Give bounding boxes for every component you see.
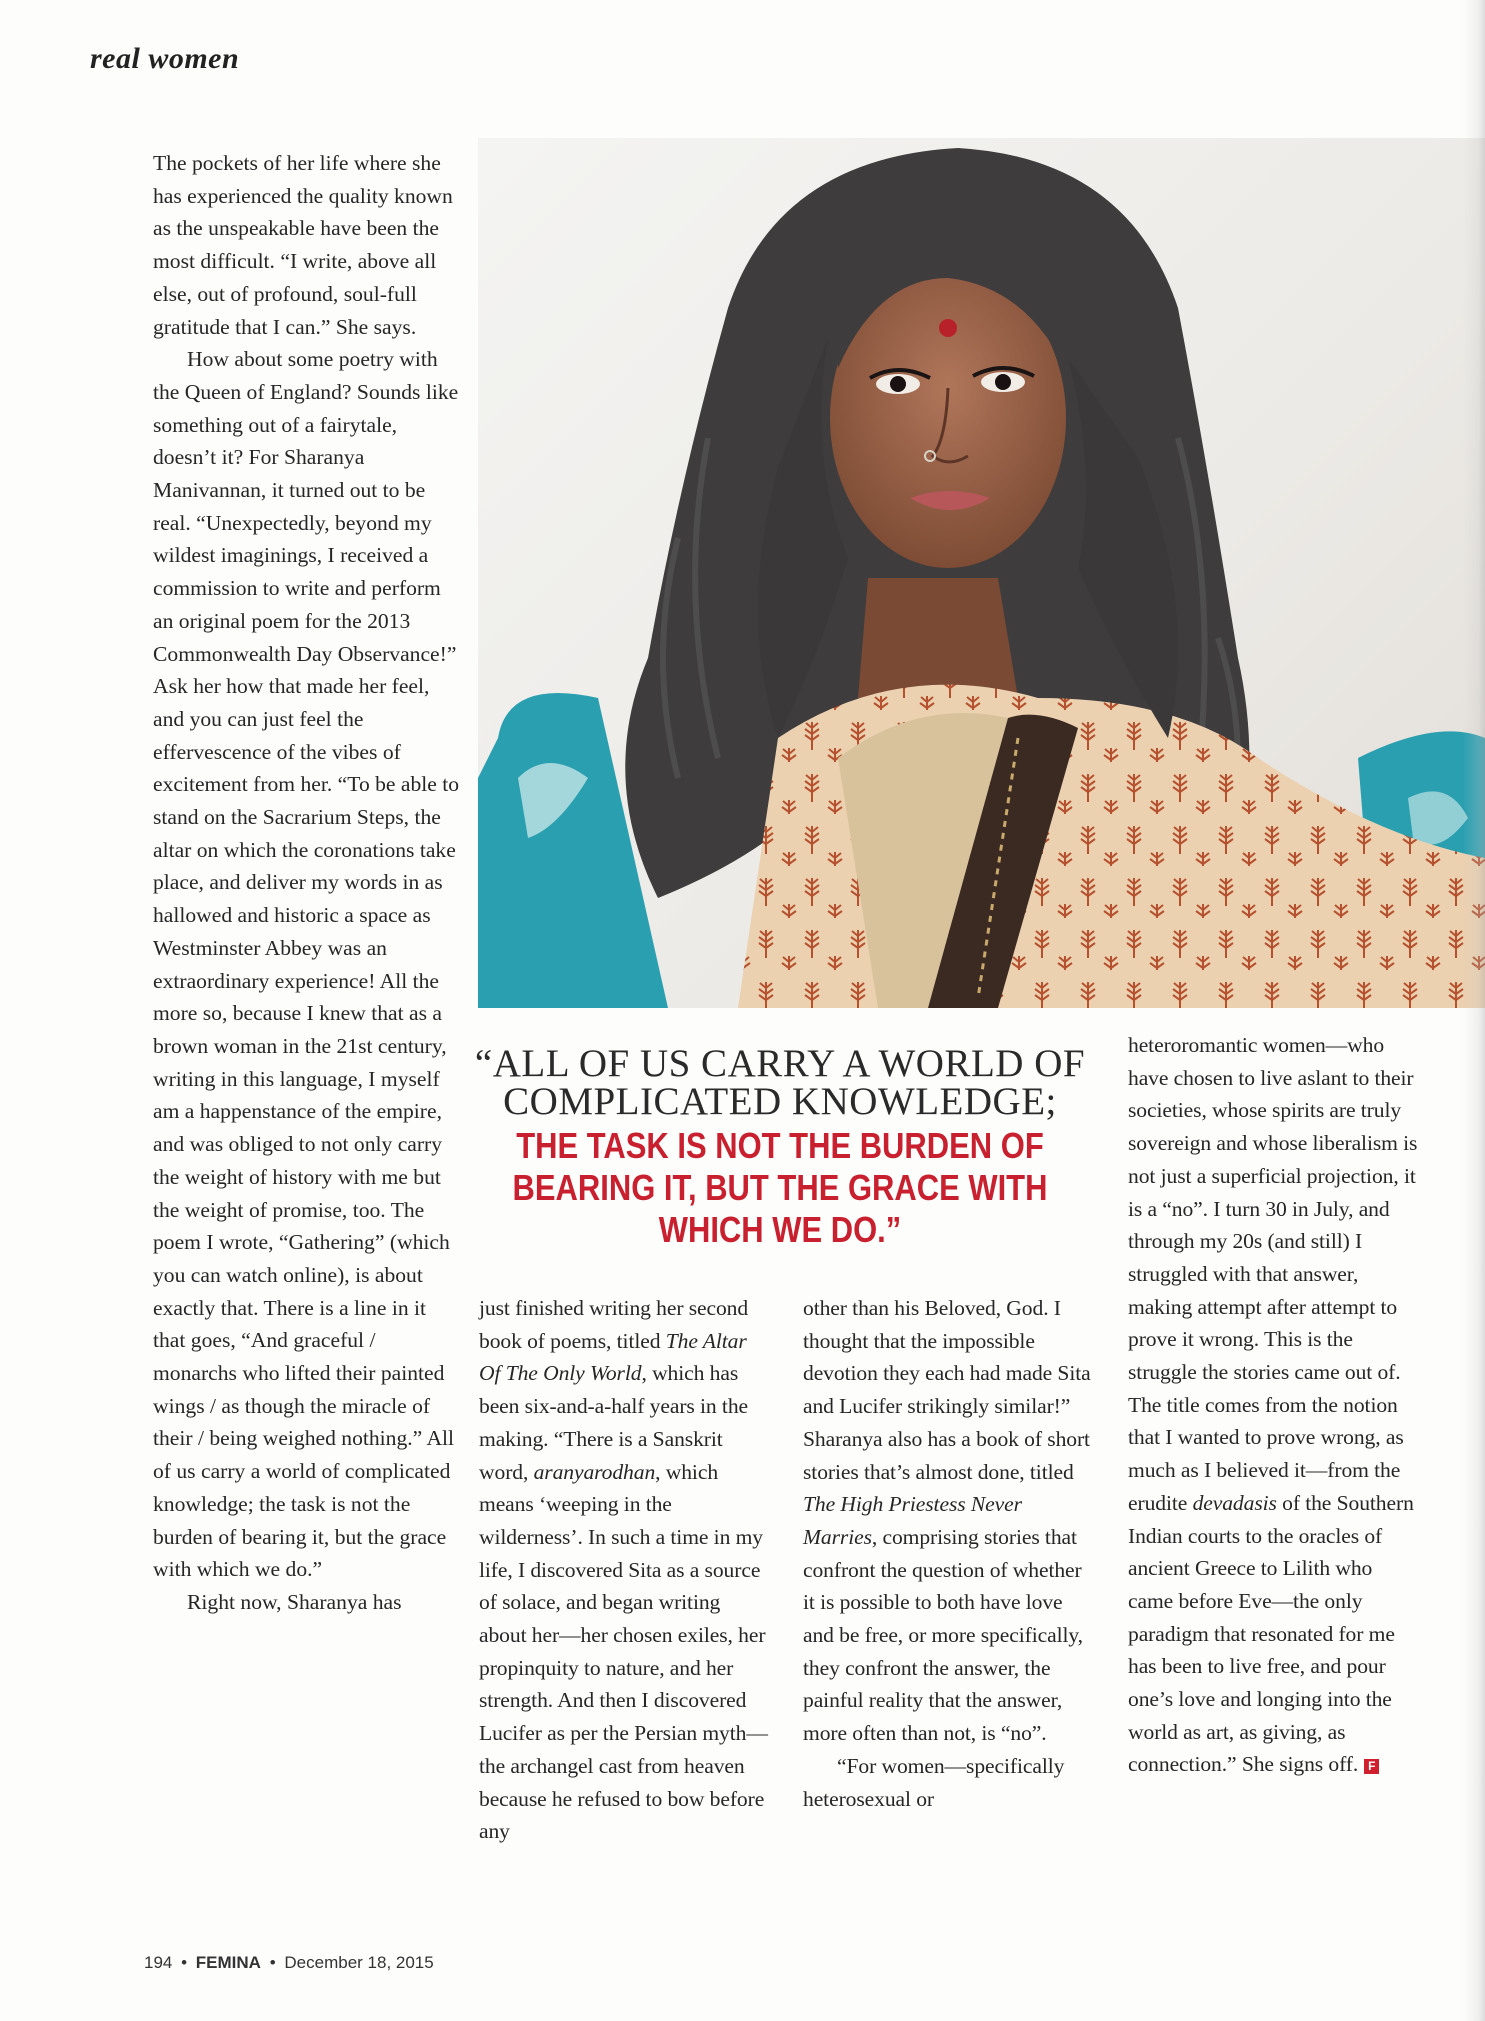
pull-quote-red: THE TASK IS NOT THE BURDEN OF BEARING IT, BUT THE GRACE WITH WHICH WE DO.” (512, 1125, 1048, 1250)
article-column-3 (803, 1292, 1093, 1815)
italic-term: devadasis (1192, 1490, 1277, 1515)
footer-bullet: • (181, 1953, 188, 1972)
pull-quote (440, 1042, 1120, 1251)
book-title: The High Priestess Never Marries (803, 1492, 1022, 1549)
issue-date: December 18, 2015 (284, 1953, 434, 1972)
pull-quote-dark: “ALL OF US CARRY A WORLD OF COMPLICATED KNOWLEDGE; (474, 1042, 1086, 1123)
paragraph: other than his Beloved, God. I thought that the impossible devotion they each had made Sita and Lucifer strikingly similar!” Sharanya also has a book of short stories that’s almost done, titled The High Priestess Never Marries, comprising stories that confront the question of whether it is possible to both have love and be free, or more specifically, they confront the answer, the painful reality that the answer, more often than not, is “no”. (803, 1296, 1091, 1746)
footer-bullet: • (269, 1953, 276, 1972)
magazine-name: FEMINA (195, 1953, 261, 1972)
sanskrit-word: aranyarodhan (533, 1459, 656, 1484)
article-column-1 (153, 147, 461, 1619)
page-number: 194 (144, 1953, 173, 1972)
article-column-2 (479, 1292, 771, 1848)
portrait-photo (478, 138, 1485, 1008)
paragraph: heteroromantic women—who have chosen to live aslant to their societies, whose spirits are truly sovereign and whose liberalism is not just a superficial projection, it is a “no”. I turn 30 in July, and through my 20s (and still) I struggled with that answer, making attempt after attempt to prove it wrong. This is the struggle the stories came out of. The title comes from the notion that I wanted to prove wrong, as much as I believed it—from the erudite devadasis of the Southern Indian courts to the oracles of ancient Greece to Lilith who came before Eve—the only paradigm that resonated for me has been to live free, and pour one’s love and longing into the world as art, as giving, as connection.” She signs off. F (1128, 1033, 1418, 1777)
page-footer (144, 1953, 434, 1973)
paragraph: just finished writing her second book of poems, titled The Altar Of The Only World, which has been six-and-a-half years in the making. “There is a Sanskrit word, aranyarodhan, which means ‘weeping in the wilderness’. In such a time in my life, I discovered Sita as a source of solace, and began writing about her—her chosen exiles, her propinquity to nature, and her strength. And then I discovered Lucifer as per the Persian myth—the archangel cast from heaven because he refused to bow before any (479, 1296, 768, 1844)
page-edge-shadow (1463, 0, 1485, 2021)
paragraph: How about some poetry with the Queen of England? Sounds like something out of a fairytale, doesn’t it? For Sharanya Manivannan, it turned out to be real. “Unexpectedly, beyond my wildest imaginings, I received a commission to write and perform an original poem for the 2013 Commonwealth Day Observance!” Ask her how that made her feel, and you can just feel the effervescence of the vibes of excitement from her. “To be able to stand on the Sacrarium Steps, the altar on which the coronations take place, and deliver my words in as hallowed and historic a space as Westminster Abbey was an extraordinary experience! All the more so, because I knew that as a brown woman in the 21st century, writing in this language, I myself am a happenstance of the empire, and was obliged to not only carry the weight of history with me but the weight of promise, too. The poem I wrote, “Gathering” (which you can watch online), is about exactly that. There is a line in it that goes, “And graceful / monarchs who lifted their painted wings / as though the miracle of their / being weighed nothing.” All of us carry a world of complicated knowledge; the task is not the burden of bearing it, but the grace with which we do.” (153, 347, 460, 1582)
book-title: The Altar Of The Only World (479, 1328, 747, 1386)
end-mark-icon: F (1364, 1759, 1379, 1774)
article-column-4 (1128, 1029, 1418, 1781)
section-label: real women (90, 42, 240, 75)
paragraph: Right now, Sharanya has (187, 1589, 402, 1614)
paragraph: “For women—specifically heterosexual or (803, 1753, 1065, 1811)
paragraph: The pockets of her life where she has experienced the quality known as the unspeakable have been the most difficult. “I write, above all else, out of profound, soul-full gratitude that I can.” She says. (153, 151, 453, 339)
